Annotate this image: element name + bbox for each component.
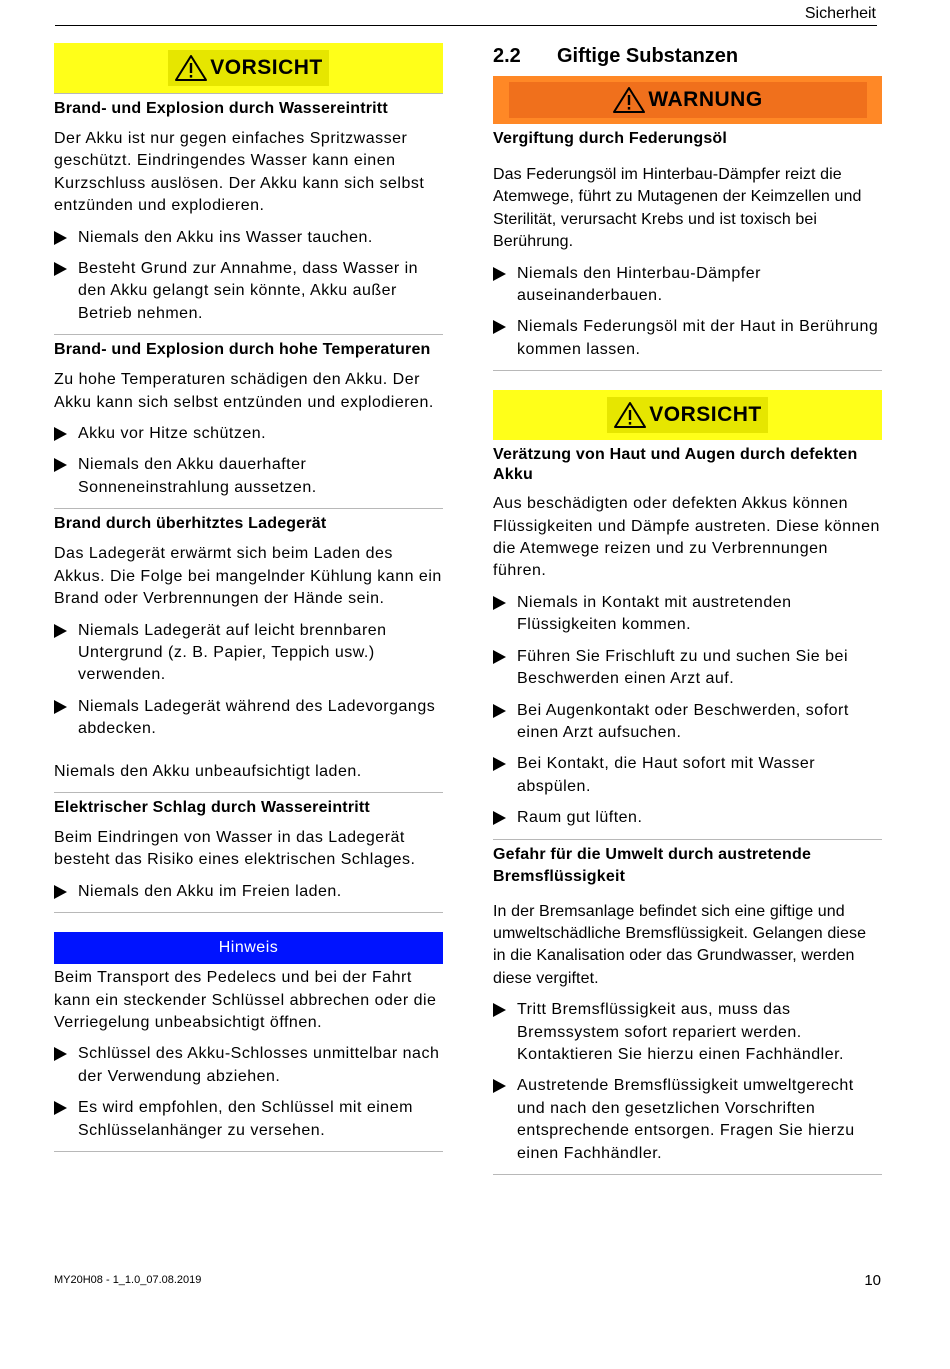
vorsicht-banner xyxy=(493,390,882,440)
bullet-arrow-icon xyxy=(54,881,78,903)
warnung-banner xyxy=(493,76,882,124)
list-item: Niemals den Akku im Freien laden. xyxy=(54,881,443,912)
page-number: 10 xyxy=(864,1272,881,1289)
list-item: Niemals den Akku ins Wasser tauchen. xyxy=(54,227,443,258)
divider xyxy=(493,1174,882,1175)
warning-triangle-icon xyxy=(174,54,208,82)
list-item: Niemals den Akku dauerhafter Sonneneinstrahlung aussetzen. xyxy=(54,454,443,508)
section-heading xyxy=(493,36,882,76)
bullet-arrow-icon xyxy=(54,1097,78,1142)
bullet-arrow-icon xyxy=(493,646,517,691)
block-heading: Vergiftung durch Federungsöl xyxy=(493,130,728,147)
block-text: Zu hohe Temperaturen schädigen den Akku. Der Akku kann sich selbst entzünden und explodieren. xyxy=(54,371,434,411)
list-item: Führen Sie Frischluft zu und suchen Sie bei Beschwerden einen Arzt auf. xyxy=(493,646,882,700)
list-item: Niemals Ladegerät auf leicht brennbaren Untergrund (z. B. Papier, Teppich usw.) verwenden. xyxy=(54,620,443,696)
list-item: Austretende Bremsflüssigkeit umweltgerecht und nach den gesetzlichen Vorschriften entsprechende entsorgen. Fragen Sie hierzu einen Fachhändler. xyxy=(493,1075,882,1174)
block-text: Das Ladegerät erwärmt sich beim Laden des Akkus. Die Folge bei mangelnder Kühlung kann ein Brand oder Verbrennungen der Hände sein. xyxy=(54,545,442,608)
bullet-arrow-icon xyxy=(54,454,78,499)
bullet-arrow-icon xyxy=(54,696,78,741)
warning-triangle-icon xyxy=(613,401,647,429)
block-heading: Brand- und Explosion durch Wassereintritt xyxy=(54,100,388,117)
block-text: Der Akku ist nur gegen einfaches Spritzwasser geschützt. Eindringendes Wasser kann einen Kurzschluss auslösen. Der Akku kann sich selbst entzünden und explodieren. xyxy=(54,130,425,215)
list-item: Tritt Bremsflüssigkeit aus, muss das Bremssystem sofort repariert werden. Kontaktieren Sie hierzu einen Fachhändler. xyxy=(493,999,882,1075)
block-note: Niemals den Akku unbeaufsichtigt laden. xyxy=(54,762,362,780)
list-item: Bei Augenkontakt oder Beschwerden, sofort einen Arzt aufsuchen. xyxy=(493,700,882,754)
bullet-arrow-icon xyxy=(493,592,517,637)
warning-triangle-icon xyxy=(612,86,646,114)
list-item: Bei Kontakt, die Haut sofort mit Wasser abspülen. xyxy=(493,753,882,807)
header-rule xyxy=(55,25,877,26)
block-heading: Brand durch überhitztes Ladegerät xyxy=(54,515,327,533)
bullet-arrow-icon xyxy=(493,999,517,1066)
bullet-arrow-icon xyxy=(493,263,517,308)
bullet-arrow-icon xyxy=(493,753,517,798)
block-text: Das Federungsöl im Hinterbau-Dämpfer reizt die Atemwege, führt zu Mutagenen der Keimzellen und Sterilität, verursacht Krebs und ist toxisch bei Berührung. xyxy=(493,166,862,251)
list-item: Akku vor Hitze schützen. xyxy=(54,423,443,454)
list-item: Raum gut lüften. xyxy=(493,807,882,838)
list-item: Niemals den Hinterbau-Dämpfer auseinanderbauen. xyxy=(493,263,882,317)
vorsicht-label: VORSICHT xyxy=(649,403,762,427)
list-item: Niemals Federungsöl mit der Haut in Berührung kommen lassen. xyxy=(493,316,882,370)
right-column xyxy=(493,36,882,1175)
list-item: Schlüssel des Akku-Schlosses unmittelbar nach der Verwendung abziehen. xyxy=(54,1043,443,1097)
bullet-arrow-icon xyxy=(493,807,517,829)
warnung-label: WARNUNG xyxy=(648,88,763,111)
block-heading: Brand- und Explosion durch hohe Temperaturen xyxy=(54,341,431,359)
hinweis-banner xyxy=(54,932,443,964)
bullet-arrow-icon xyxy=(54,1043,78,1088)
vorsicht-label: VORSICHT xyxy=(210,56,323,79)
vorsicht-banner xyxy=(54,43,443,93)
bullet-arrow-icon xyxy=(54,258,78,325)
bullet-arrow-icon xyxy=(54,423,78,445)
bullet-arrow-icon xyxy=(493,316,517,361)
list-item: Besteht Grund zur Annahme, dass Wasser in den Akku gelangt sein könnte, Akku außer Betrieb nehmen. xyxy=(54,258,443,334)
section-title: Giftige Substanzen xyxy=(557,44,739,67)
hinweis-label: Hinweis xyxy=(218,939,279,957)
bullet-arrow-icon xyxy=(493,1075,517,1165)
list-item: Niemals Ladegerät während des Ladevorgangs abdecken. xyxy=(54,696,443,750)
block-text: In der Bremsanlage befindet sich eine giftige und umweltschädliche Bremsflüssigkeit. Gelangen diese in die Kanalisation oder das Grundwasser, werden diese vergiftet. xyxy=(493,902,867,987)
divider xyxy=(54,1151,443,1152)
block-text: Aus beschädigten oder defekten Akkus können Flüssigkeiten und Dämpfe austreten. Diese können die Atemwege reizen und zu Verbrennungen führen. xyxy=(493,495,880,580)
hinweis-text: Beim Transport des Pedelecs und bei der Fahrt kann ein steckender Schlüssel abbrechen oder die Verriegelung unbeabsichtigt öffnen. xyxy=(54,969,437,1031)
footer-doc-id: MY20H08 - 1_1.0_07.08.2019 xyxy=(54,1274,202,1286)
block-heading: Gefahr für die Umwelt durch austretende Bremsflüssigkeit xyxy=(493,845,812,885)
left-column xyxy=(54,43,443,1152)
block-text: Beim Eindringen von Wasser in das Ladegerät besteht das Risiko eines elektrischen Schlages. xyxy=(54,828,416,869)
header-title: Sicherheit xyxy=(804,5,876,22)
bullet-arrow-icon xyxy=(54,227,78,249)
section-number: 2.2 xyxy=(493,44,521,67)
bullet-arrow-icon xyxy=(54,620,78,687)
block-heading: Elektrischer Schlag durch Wassereintritt xyxy=(54,798,370,816)
block-heading: Verätzung von Haut und Augen durch defekten Akku xyxy=(493,446,858,484)
bullet-arrow-icon xyxy=(493,700,517,745)
list-item: Niemals in Kontakt mit austretenden Flüssigkeiten kommen. xyxy=(493,592,882,646)
list-item: Es wird empfohlen, den Schlüssel mit einem Schlüsselanhänger zu versehen. xyxy=(54,1097,443,1151)
